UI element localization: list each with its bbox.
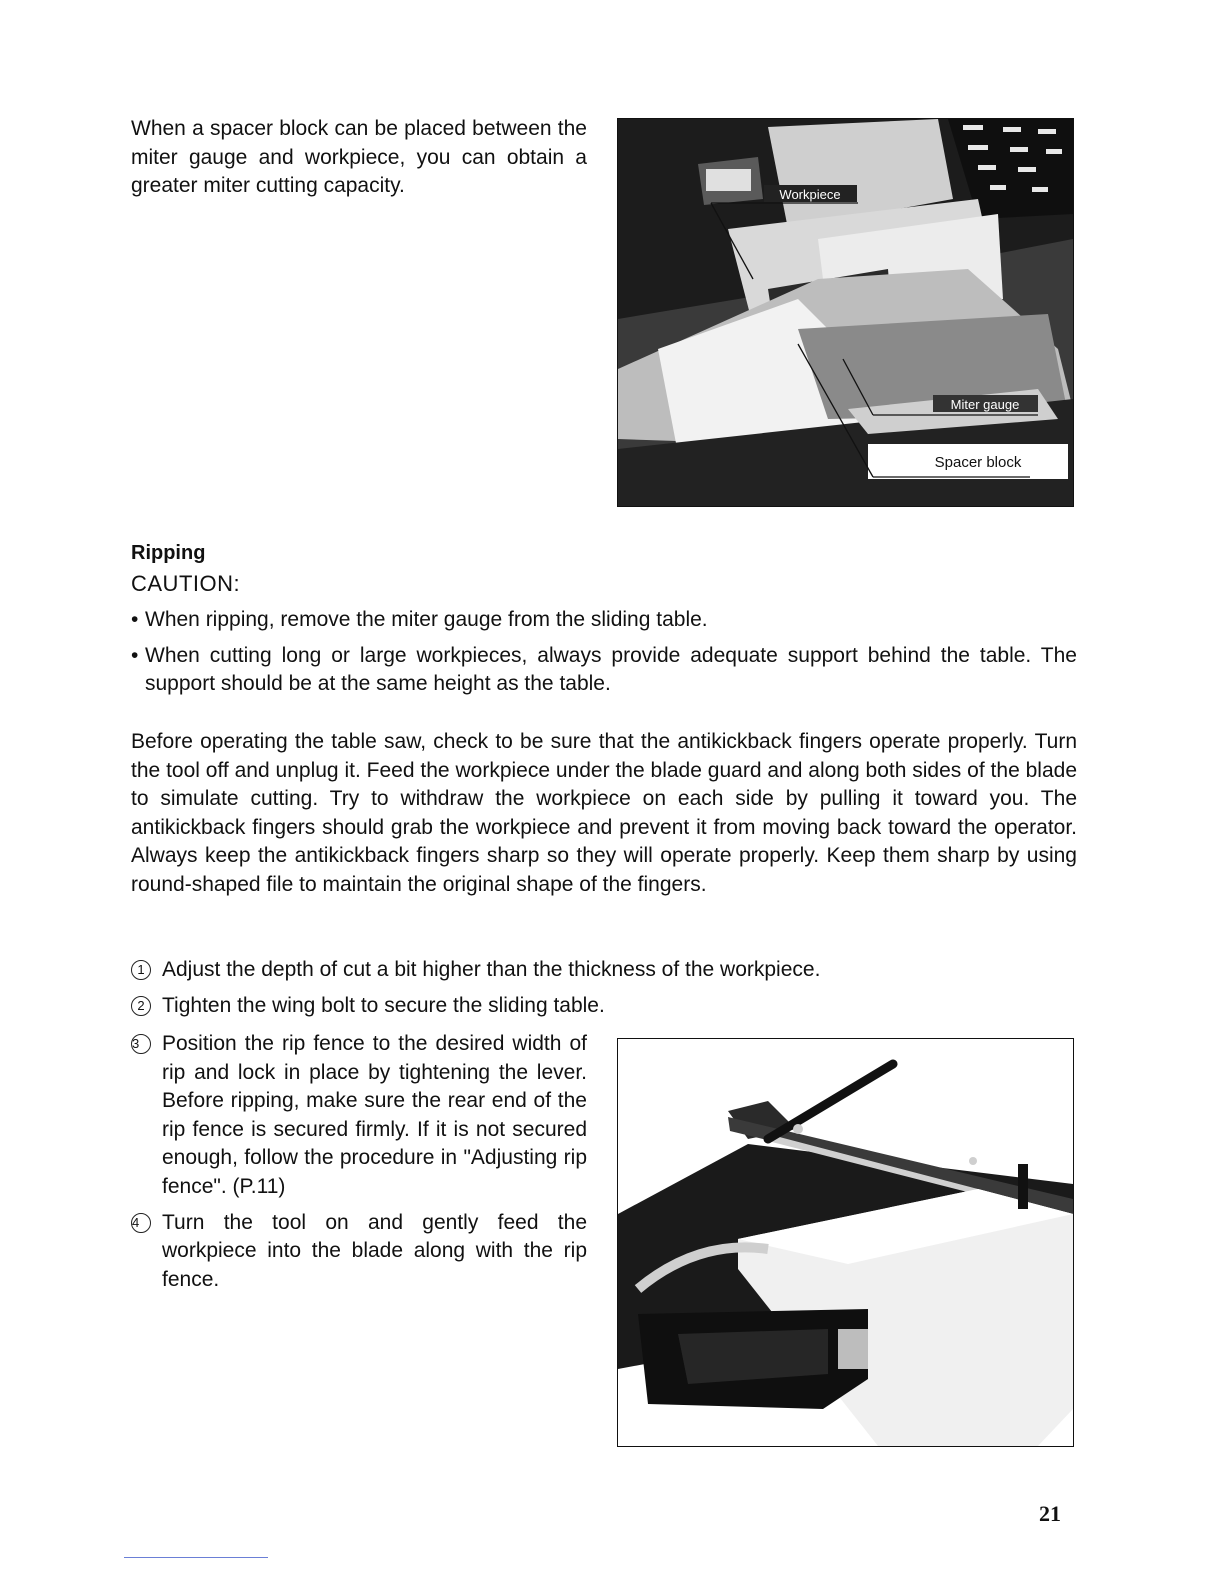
caution-label: CAUTION:: [131, 571, 241, 596]
caution-item: • When ripping, remove the miter gauge from the sliding table.: [131, 606, 1077, 635]
miter-gauge-photo-illustration: [618, 119, 1073, 506]
steps-list: [131, 956, 1077, 1020]
step-item: [131, 1209, 587, 1295]
step-item: [131, 992, 1077, 1021]
step-item: [131, 956, 1077, 985]
spacer-block-label: Spacer block: [934, 454, 1022, 471]
step-text: Adjust the depth of cut a bit higher than the thickness of the workpiece.: [162, 958, 821, 981]
step-text: Turn the tool on and gently feed the workpiece into the blade along with the rip fence.: [162, 1210, 587, 1291]
intro-paragraph: When a spacer block can be placed between the miter gauge and workpiece, you can obtain a greater miter cutting capacity.: [131, 117, 587, 198]
footer-rule: [124, 1557, 268, 1558]
antikickback-paragraph: Before operating the table saw, check to be sure that the antikickback fingers operate properly. Turn the tool off and unplug it. Feed the workpiece under the blade guard and along both sides of the blade to simulate cutting. Try to withdraw the workpiece on each side by pulling it toward you. The antikickback fingers should grab the workpiece and prevent it from moving back toward the operator. Always keep the antikickback fingers sharp so they will operate properly. Keep them sharp by using round-shaped file to maintain the original shape of the fingers.: [131, 730, 1077, 896]
step-number: 3: [131, 1034, 151, 1054]
steps-list-continued: [131, 1030, 587, 1294]
caution-item: • When cutting long or large workpieces, always provide adequate support behind the table. The support should be at the same height as the table.: [131, 642, 1077, 699]
figure-miter-gauge-photo: [617, 118, 1074, 507]
miter-gauge-label: Miter gauge: [950, 397, 1020, 412]
step-item: [131, 1030, 587, 1202]
step-number: 1: [131, 960, 151, 980]
step-number: 2: [131, 996, 151, 1016]
workpiece-label: Workpiece: [779, 187, 841, 202]
caution-list: [131, 606, 1077, 699]
step-text: Tighten the wing bolt to secure the sliding table.: [162, 993, 605, 1017]
table-saw-photo-illustration: [618, 1039, 1073, 1446]
section-heading: Ripping: [131, 542, 206, 564]
page-number: 21: [1039, 1501, 1061, 1526]
figure-rip-fence-photo: [617, 1038, 1074, 1447]
step-number: 4: [131, 1213, 151, 1233]
step-text: Position the rip fence to the desired width of rip and lock in place by tightening the lever. Before ripping, make sure the rear end of the rip fence is secured firmly. If it is not secured enough, follow the procedure in "Adjusting rip fence". (P.11): [162, 1032, 587, 1198]
